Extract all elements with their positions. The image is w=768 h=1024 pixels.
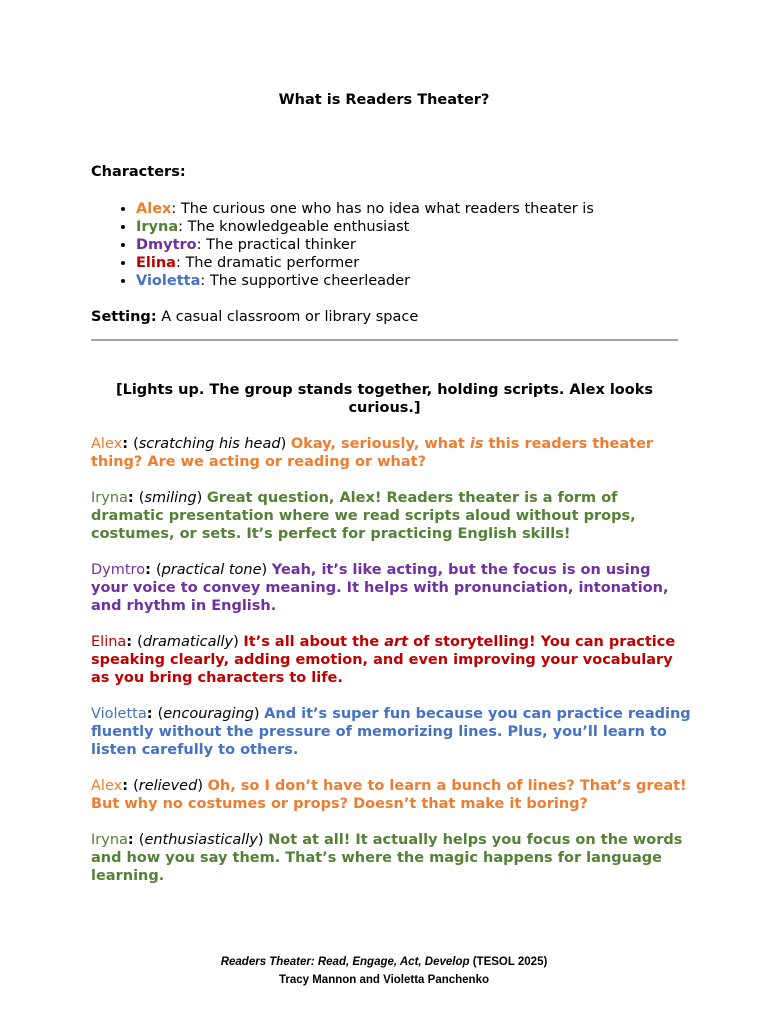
speaker-name: Alex	[91, 436, 123, 452]
character-name: Alex	[136, 201, 172, 217]
dialogue-text: It’s all about the	[243, 634, 385, 650]
speaker-name: Violetta	[91, 706, 147, 722]
setting-text: A casual classroom or library space	[156, 309, 419, 325]
footer-title: Readers Theater: Read, Engage, Act, Develop	[220, 956, 470, 968]
stage-note: (scratching his head)	[133, 436, 291, 452]
character-name: Violetta	[136, 273, 201, 289]
character-item-alex	[136, 200, 594, 218]
character-desc: : The dramatic performer	[175, 255, 360, 271]
character-name: Dmytro	[136, 237, 197, 253]
dialogue-text-cont: this readers theater thing? Are we acting or reading or what?	[91, 436, 654, 470]
dialogue-emphasis: art	[384, 634, 409, 650]
stage-note: (relieved)	[133, 778, 208, 794]
dialogue-text: And it’s super fun because you can practice reading fluently without the pressure of memorizing lines. Plus, you’ll learn to listen carefully to others.	[91, 706, 691, 758]
character-item-dmytro	[136, 236, 594, 254]
dialogue-text: Great question, Alex! Readers theater is a form of dramatic presentation where we read scripts aloud without props, costumes, or sets. It’s perfect for practicing English skills!	[91, 490, 636, 542]
dialogue-line: Violetta: (encouraging) And it’s super fun because you can practice reading fluently without the pressure of memorizing lines. Plus, you’ll learn to listen carefully to others.	[91, 706, 691, 758]
dialogue-line: Iryna: (enthusiastically) Not at all! It actually helps you focus on the words and how you say them. That’s where the magic happens for language learning.	[91, 832, 683, 884]
speaker-name: Elina	[91, 634, 127, 650]
footer-authors: Tracy Mannon and Violetta Panchenko	[278, 974, 490, 986]
characters-list	[91, 200, 594, 290]
dialogue-line: Alex: (scratching his head) Okay, seriously, what is this readers theater thing? Are we acting or reading or what?	[91, 436, 654, 470]
dialogue-line: Iryna: (smiling) Great question, Alex! Readers theater is a form of dramatic presentation where we read scripts aloud without props, costumes, or sets. It’s perfect for practicing English skills!	[91, 490, 636, 542]
speaker-name: Dymtro	[91, 562, 146, 578]
dialogue-text: Not at all! It actually helps you focus on the words and how you say them. That’s where the magic happens for language learning.	[91, 832, 683, 884]
speaker-name: Iryna	[91, 490, 128, 506]
dialogue-emphasis: is	[469, 436, 484, 452]
character-name: Elina	[136, 255, 176, 271]
dialogue-text: Yeah, it’s like acting, but the focus is on using your voice to convey meaning. It helps with pronunciation, intonation, and rhythm in English.	[91, 562, 669, 614]
dialogue-text: Okay, seriously, what	[290, 436, 470, 452]
footer-venue: (TESOL 2025)	[469, 956, 548, 968]
character-desc: : The supportive cheerleader	[200, 273, 411, 289]
character-desc: : The curious one who has no idea what readers theater is	[171, 201, 594, 217]
setting-label: Setting:	[91, 309, 157, 325]
script-body	[91, 435, 691, 903]
document-title: What is Readers Theater?	[278, 92, 490, 108]
dialogue-text: Oh, so I don’t have to learn a bunch of lines? That’s great! But why no costumes or props? Doesn’t that make it boring?	[91, 778, 687, 812]
dialogue-line: Dymtro: (practical tone) Yeah, it’s like acting, but the focus is on using your voice to convey meaning. It helps with pronunciation, intonation, and rhythm in English.	[91, 562, 669, 614]
character-item-violetta	[136, 272, 594, 290]
speaker-name: Alex	[91, 778, 123, 794]
dialogue-line: Elina: (dramatically) It’s all about the art of storytelling! You can practice speaking clearly, adding emotion, and even improving your vocabulary as you bring characters to life.	[91, 634, 676, 686]
setting-line	[91, 309, 418, 325]
characters-heading: Characters:	[91, 164, 186, 180]
dialogue-line: Alex: (relieved) Oh, so I don’t have to learn a bunch of lines? That’s great! But why no costumes or props? Doesn’t that make it boring?	[91, 778, 687, 812]
footer-citation	[0, 953, 768, 971]
character-desc: : The knowledgeable enthusiast	[178, 219, 410, 235]
dialogue-text-cont: of storytelling! You can practice speaking clearly, adding emotion, and even improving your vocabulary as you bring characters to life.	[91, 634, 676, 686]
stage-note: (encouraging)	[157, 706, 265, 722]
stage-note: (enthusiastically)	[138, 832, 269, 848]
character-item-elina	[136, 254, 594, 272]
character-item-iryna	[136, 218, 594, 236]
speaker-name: Iryna	[91, 832, 128, 848]
page-footer	[0, 953, 768, 989]
stage-note: (smiling)	[138, 490, 207, 506]
character-desc: : The practical thinker	[196, 237, 356, 253]
stage-note: (practical tone)	[155, 562, 272, 578]
character-name: Iryna	[136, 219, 179, 235]
stage-direction: [Lights up. The group stands together, holding scripts. Alex looks curious.]	[115, 382, 654, 416]
stage-note: (dramatically)	[137, 634, 244, 650]
section-divider	[91, 339, 678, 341]
